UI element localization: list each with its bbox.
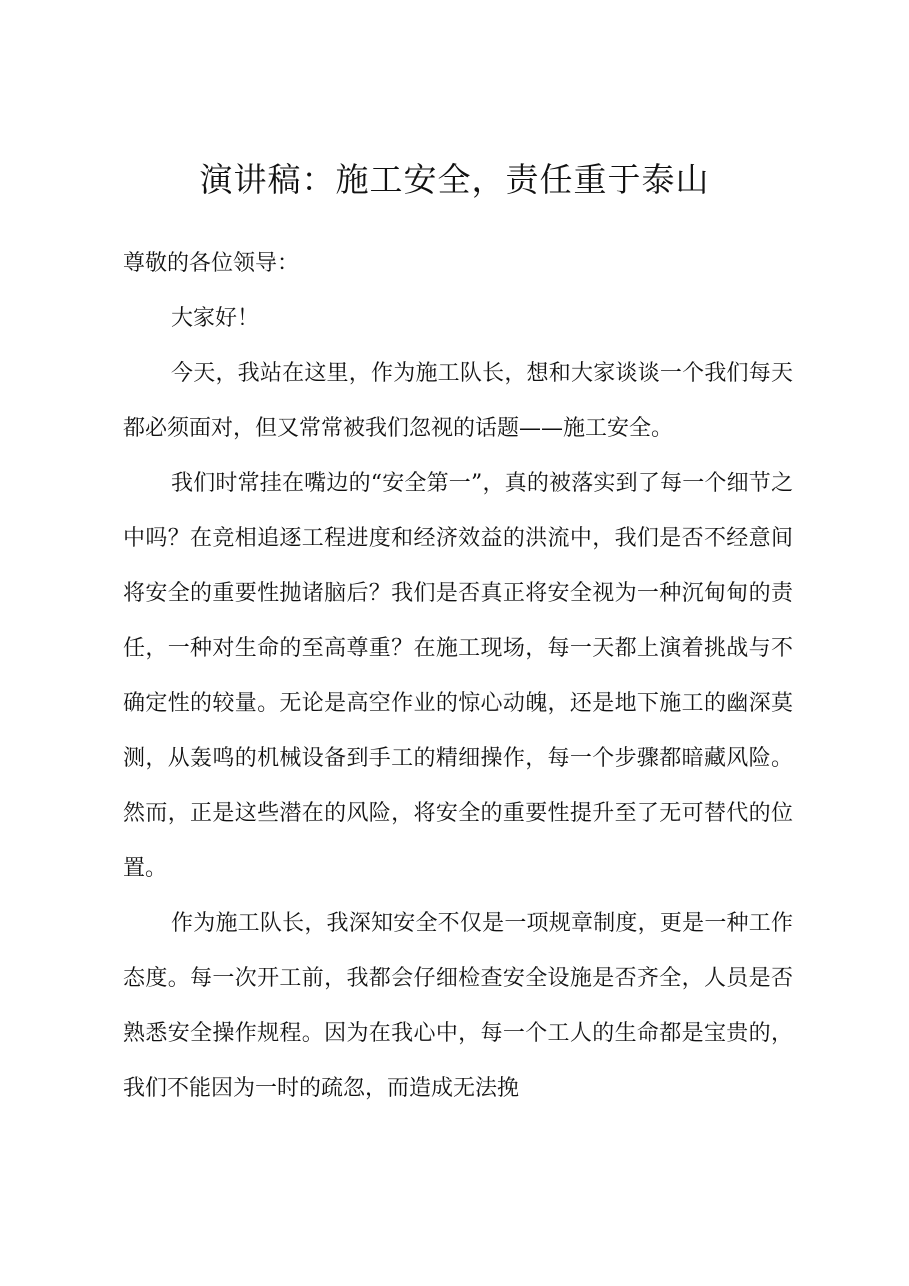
greeting: 大家好！ (171, 306, 260, 331)
document-title: 演讲稿：施工安全，责任重于泰山 (199, 160, 710, 199)
document-body (123, 236, 793, 1116)
paragraph-work-attitude: 作为施工队长，我深知安全不仅是一项规章制度，更是一种工作态度。每一次开工前，我都会仔细检查安全设施是否齐全，人员是否熟悉安全操作规程。因为在我心中，每一个工人的生命都是宝贵的，我们不能因为一时的疏忽，而造成无法挽 (123, 911, 793, 1101)
paragraph-safety-first: 我们时常挂在嘴边的“安全第一”，真的被落实到了每一个细节之中吗？在竞相追逐工程进度和经济效益的洪流中，我们是否不经意间将安全的重要性抛诸脑后？我们是否真正将安全视为一种沉甸甸的责任，一种对生命的至高尊重？在施工现场，每一天都上演着挑战与不确定性的较量。无论是高空作业的惊心动魄，还是地下施工的幽深莫测，从轰鸣的机械设备到手工的精细操作，每一个步骤都暗藏风险。然而，正是这些潜在的风险，将安全的重要性提升至了无可替代的位置。 (123, 471, 793, 881)
paragraph-intro: 今天，我站在这里，作为施工队长，想和大家谈谈一个我们每天都必须面对，但又常常被我们忽视的话题——施工安全。 (123, 361, 793, 441)
salutation: 尊敬的各位领导： (123, 251, 300, 276)
